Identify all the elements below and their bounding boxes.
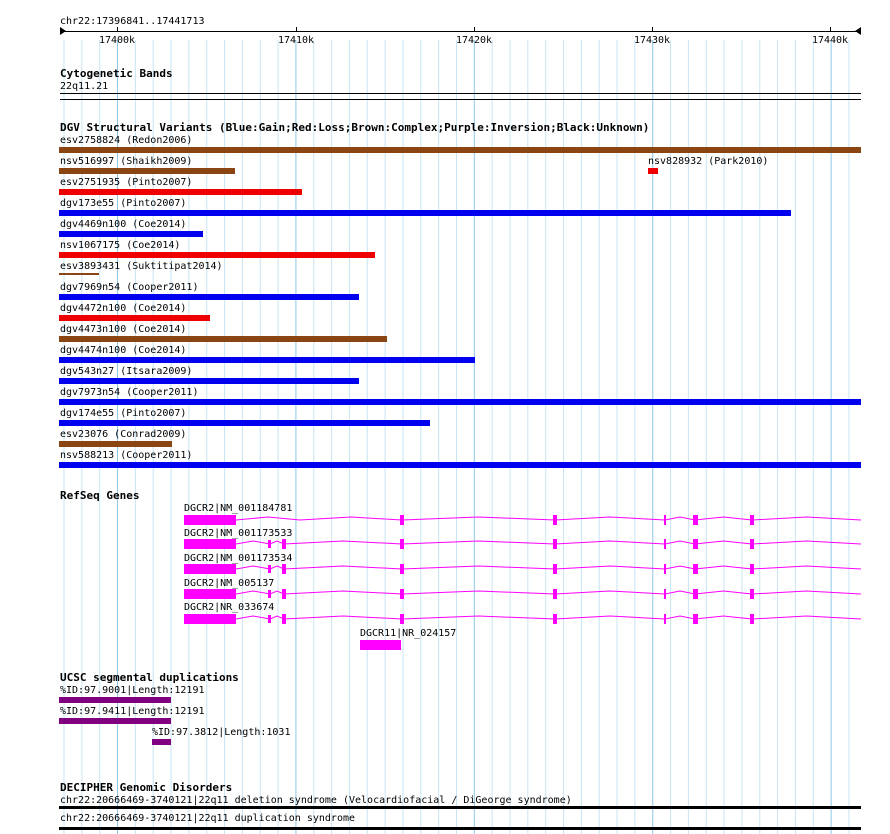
- exon[interactable]: [282, 589, 286, 599]
- ruler-tick-label: 17400k: [98, 35, 136, 46]
- variant-label[interactable]: esv23076 (Conrad2009): [60, 429, 187, 440]
- gene-label[interactable]: DGCR2|NM_005137: [184, 578, 275, 589]
- exon[interactable]: [693, 614, 698, 624]
- decipher-bar[interactable]: [59, 806, 861, 809]
- decipher-label[interactable]: chr22:20666469-3740121|22q11 duplication syndrome: [60, 813, 356, 824]
- intron[interactable]: [236, 591, 861, 594]
- exon[interactable]: [553, 589, 557, 599]
- ruler-tick-label: 17410k: [277, 35, 315, 46]
- variant-label[interactable]: nsv588213 (Cooper2011): [60, 450, 193, 461]
- exon[interactable]: [664, 515, 666, 525]
- variant-label[interactable]: dgv4469n100 (Coe2014): [60, 219, 187, 230]
- variant-label[interactable]: dgv7973n54 (Cooper2011): [60, 387, 199, 398]
- exon[interactable]: [268, 540, 271, 548]
- exon[interactable]: [282, 564, 286, 574]
- exon[interactable]: [400, 614, 404, 624]
- variant-label[interactable]: dgv4474n100 (Coe2014): [60, 345, 187, 356]
- exon[interactable]: [750, 515, 754, 525]
- variant-label[interactable]: esv2751935 (Pinto2007): [60, 177, 193, 188]
- exon[interactable]: [664, 614, 666, 624]
- cytoband-label[interactable]: 22q11.21: [60, 81, 109, 92]
- exon[interactable]: [750, 614, 754, 624]
- intron[interactable]: [236, 541, 861, 544]
- ruler-tick-label: 17430k: [633, 35, 671, 46]
- decipher-label[interactable]: chr22:20666469-3740121|22q11 deletion syndrome (Velocardiofacial / DiGeorge syndrome): [60, 795, 572, 806]
- track-title: DECIPHER Genomic Disorders: [60, 781, 233, 794]
- exon[interactable]: [664, 564, 666, 574]
- ruler-tick-label: 17420k: [455, 35, 493, 46]
- variant-label[interactable]: dgv174e55 (Pinto2007): [60, 408, 187, 419]
- exon[interactable]: [360, 640, 401, 650]
- gene-label[interactable]: DGCR2|NM_001173533: [184, 528, 293, 539]
- exon[interactable]: [268, 565, 271, 573]
- variant-label[interactable]: nsv1067175 (Coe2014): [60, 240, 181, 251]
- exon[interactable]: [184, 564, 236, 574]
- exon[interactable]: [268, 615, 271, 623]
- exon[interactable]: [400, 539, 404, 549]
- variant-label[interactable]: esv3893431 (Suktitipat2014): [60, 261, 223, 272]
- segdup-label[interactable]: %ID:97.9411|Length:12191: [60, 706, 205, 717]
- exon[interactable]: [693, 589, 698, 599]
- variant-label[interactable]: dgv4473n100 (Coe2014): [60, 324, 187, 335]
- exon[interactable]: [693, 539, 698, 549]
- exon[interactable]: [268, 590, 271, 598]
- track-title: UCSC segmental duplications: [60, 671, 239, 684]
- gene-label[interactable]: DGCR2|NR_033674: [184, 602, 275, 613]
- track-title: DGV Structural Variants (Blue:Gain;Red:Loss;Brown:Complex;Purple:Inversion;Black:Unknown): [60, 121, 650, 134]
- segdup-bar[interactable]: [59, 718, 171, 724]
- exon[interactable]: [750, 589, 754, 599]
- segdup-label[interactable]: %ID:97.9001|Length:12191: [60, 685, 205, 696]
- track-title: RefSeq Genes: [60, 489, 140, 502]
- exon[interactable]: [282, 614, 286, 624]
- gene-label[interactable]: DGCR11|NR_024157: [360, 628, 457, 639]
- exon[interactable]: [282, 539, 286, 549]
- variant-label[interactable]: dgv4472n100 (Coe2014): [60, 303, 187, 314]
- exon[interactable]: [553, 539, 557, 549]
- exon[interactable]: [553, 515, 557, 525]
- ruler-tick-label: 17440k: [811, 35, 849, 46]
- variant-label[interactable]: dgv543n27 (Itsara2009): [60, 366, 193, 377]
- segdup-label[interactable]: %ID:97.3812|Length:1031: [152, 727, 291, 738]
- segdup-bar[interactable]: [152, 739, 171, 745]
- variant-label[interactable]: esv2758824 (Redon2006): [60, 135, 193, 146]
- exon[interactable]: [664, 589, 666, 599]
- exon[interactable]: [553, 614, 557, 624]
- gene-label[interactable]: DGCR2|NM_001173534: [184, 553, 293, 564]
- variant-label[interactable]: dgv7969n54 (Cooper2011): [60, 282, 199, 293]
- exon[interactable]: [664, 539, 666, 549]
- exon[interactable]: [750, 564, 754, 574]
- segdup-bar[interactable]: [59, 697, 171, 703]
- exon[interactable]: [184, 589, 236, 599]
- exon[interactable]: [750, 539, 754, 549]
- exon[interactable]: [693, 515, 698, 525]
- exon[interactable]: [184, 515, 236, 525]
- variant-label[interactable]: nsv516997 (Shaikh2009): [60, 156, 193, 167]
- exon[interactable]: [693, 564, 698, 574]
- intron[interactable]: [236, 566, 861, 569]
- exon[interactable]: [184, 614, 236, 624]
- gene-label[interactable]: DGCR2|NM_001184781: [184, 503, 293, 514]
- exon[interactable]: [400, 589, 404, 599]
- variant-label[interactable]: dgv173e55 (Pinto2007): [60, 198, 187, 209]
- exon[interactable]: [184, 539, 236, 549]
- decipher-bar[interactable]: [59, 827, 861, 830]
- ruler-range: chr22:17396841..17441713: [60, 16, 205, 27]
- intron[interactable]: [236, 616, 861, 619]
- intron[interactable]: [236, 517, 861, 520]
- exon[interactable]: [400, 564, 404, 574]
- exon[interactable]: [400, 515, 404, 525]
- track-title: Cytogenetic Bands: [60, 67, 173, 80]
- variant-label[interactable]: nsv828932 (Park2010): [648, 156, 769, 167]
- exon[interactable]: [553, 564, 557, 574]
